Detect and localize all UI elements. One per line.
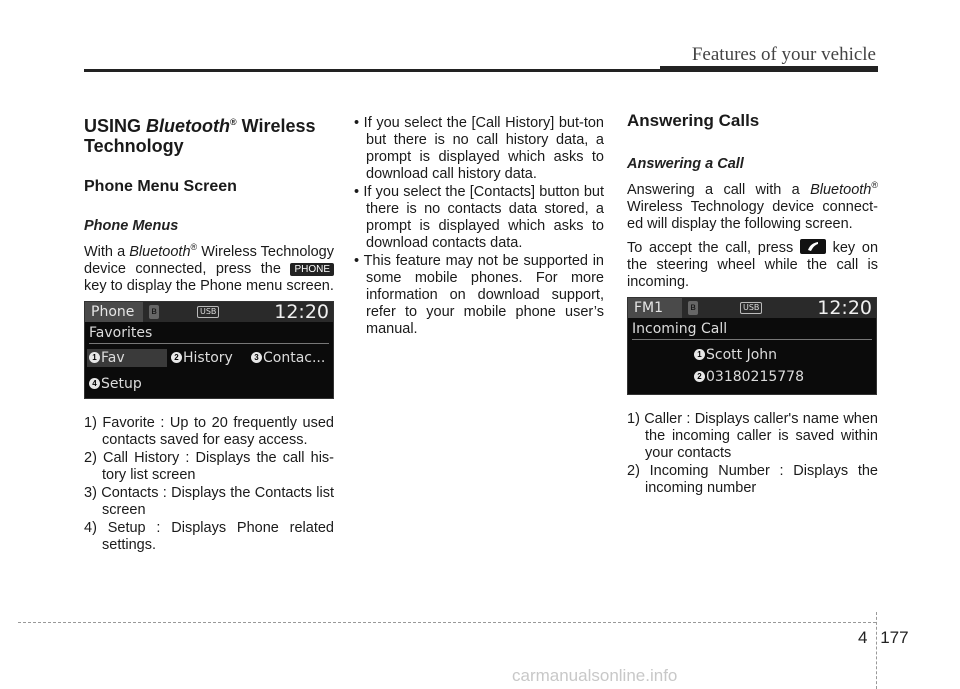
heading-answering-calls: Answering Calls (627, 111, 760, 130)
phone-key-badge: PHONE (290, 263, 334, 276)
subsubheading-phone-menus: Phone Menus (84, 218, 179, 234)
bullet-item: • If you select the [Call History] but-ton but there is no call history data, a prompt is displayed which asks to download call history data. (354, 115, 604, 183)
number-circle: 2 (171, 352, 182, 363)
menu-item-history (171, 349, 233, 367)
usb-badge: USB (197, 306, 219, 318)
subheading-phone-menu: Phone Menu Screen (84, 178, 237, 195)
header-rule-accent (660, 66, 878, 72)
section-title-suffix: Wireless Technology (84, 116, 316, 156)
answer-text-d: key on the steering wheel while the call is incoming. (627, 239, 879, 290)
chapter-number: 4 (858, 628, 868, 647)
column-3 (627, 112, 878, 498)
screen-heading-incoming-call: Incoming Call (632, 320, 728, 337)
list-item: 3) Contacts : Displays the Contacts list screen (84, 484, 334, 518)
screen-tab-phone: Phone (85, 302, 143, 322)
intro-paragraph (84, 239, 334, 295)
watermark: carmanualsonline.info (512, 666, 678, 685)
answer-paragraph-1 (627, 177, 878, 233)
number-circle: 1 (694, 349, 705, 360)
list-item: 4) Setup : Displays Phone related settings. (84, 519, 334, 553)
screen-divider (632, 339, 872, 340)
intro-brand: Bluetooth (129, 243, 191, 260)
menu-item-contacts (251, 349, 325, 367)
menu-item-label: Setup (101, 375, 142, 392)
bluetooth-icon: ʙ (149, 305, 159, 319)
phone-menu-screen (84, 301, 334, 399)
intro-text-b: Wireless Technology device connected, press the (84, 243, 334, 277)
intro-text-a: With a (84, 243, 130, 260)
bullet-item: • If you select the [Contacts] button but there is no contacts data stored, a prompt is displayed which asks to download contacts data. (354, 184, 604, 252)
page-number (858, 628, 909, 648)
column-1 (84, 112, 334, 555)
caller-number: 03180215778 (706, 368, 804, 385)
answer-text-c: To accept the call, press (627, 239, 800, 256)
column-2 (354, 115, 604, 339)
screen-heading-favorites: Favorites (89, 324, 153, 341)
list-item: 1) Favorite : Up to 20 frequently used contacts saved for easy access. (84, 414, 334, 448)
usb-badge: USB (740, 302, 762, 314)
footer-rule (18, 622, 876, 623)
intro-text-c: key to display the Phone menu screen. (84, 277, 334, 294)
section-title (84, 112, 334, 156)
notes-list (354, 115, 604, 338)
list-item: 2) Incoming Number : Displays the incoming number (627, 462, 878, 496)
page-number-value: 177 (880, 628, 909, 647)
caller-name: Scott John (706, 346, 778, 363)
intro-registered-mark: ® (190, 242, 198, 252)
answer-registered-mark: ® (871, 180, 878, 190)
number-circle: 3 (251, 352, 262, 363)
answer-paragraph-2 (627, 239, 878, 291)
subsubheading-answering-a-call: Answering a Call (627, 156, 744, 172)
incoming-call-screen (627, 297, 877, 395)
footer-separator (876, 612, 877, 689)
list-item: 2) Call History : Displays the call his-tory list screen (84, 449, 334, 483)
section-title-prefix: USING (84, 116, 147, 136)
section-title-brand: Bluetooth (146, 116, 230, 136)
answer-brand: Bluetooth (810, 181, 872, 198)
number-circle: 2 (694, 371, 705, 382)
list-item: 1) Caller : Displays caller's name when the incoming caller is saved within your contacts (627, 410, 878, 461)
menu-item-label: History (183, 349, 233, 366)
menu-item-fav (89, 349, 125, 367)
screen-tab-fm1: FM1 (628, 298, 682, 318)
bluetooth-icon: ʙ (688, 301, 698, 315)
caller-name-row (694, 346, 777, 364)
number-circle: 1 (89, 352, 100, 363)
running-header: Features of your vehicle (691, 44, 876, 65)
bullet-item: • This feature may not be supported in some mobile phones. For more information on download support, refer to your mobile phone user’s manual. (354, 253, 604, 338)
phone-menu-list (84, 415, 334, 554)
screen-divider (89, 343, 329, 344)
menu-item-label: Fav (101, 349, 125, 366)
answer-text-a: Answering a call with a (627, 181, 811, 198)
menu-item-label: Contac... (263, 349, 326, 366)
answer-text-b: Wireless Technology device connect-ed will display the following screen. (627, 198, 878, 232)
screen-clock: 12:20 (817, 296, 872, 319)
menu-item-setup (89, 375, 142, 393)
number-circle: 4 (89, 378, 100, 389)
call-answer-key-icon (800, 239, 826, 254)
incoming-call-list (627, 411, 878, 497)
screen-clock: 12:20 (274, 300, 329, 323)
registered-mark: ® (230, 117, 237, 127)
caller-number-row (694, 368, 804, 386)
